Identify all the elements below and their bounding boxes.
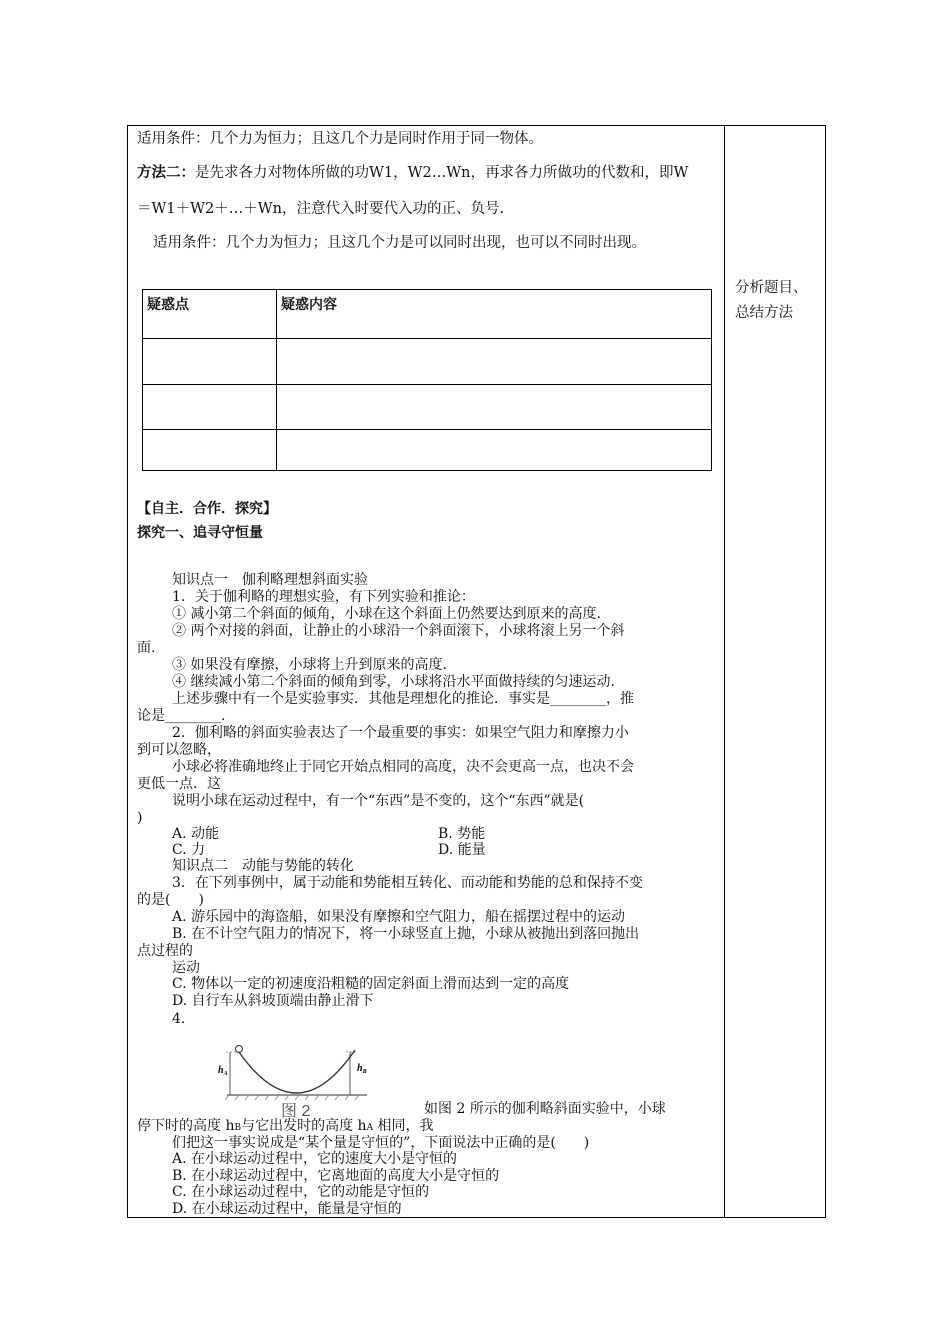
doubt-cell[interactable] (143, 384, 277, 429)
section-heading: 【自主．合作．探究】 (137, 501, 277, 517)
k2-q4a: 如图 2 所示的伽利略斜面实验中，小球 (424, 1101, 666, 1117)
ball (236, 1046, 243, 1053)
doubt-cell[interactable] (277, 429, 712, 470)
k1-q2d: 更低一点．这 (137, 776, 221, 792)
k1-q2c: 小球必将准确地终止于同它开始点相同的高度，决不会更高一点，也决不会 (172, 759, 634, 775)
doubt-cell[interactable] (143, 429, 277, 470)
doubt-table (142, 289, 712, 471)
k2-option-d: D. 自行车从斜坡顶端由静止滑下 (172, 993, 374, 1009)
method2-line1 (137, 164, 688, 182)
k1-q2e: 说明小球在运动过程中，有一个“东西”是不变的，这个“东西”就是( (172, 793, 585, 809)
k2-q3a: 3．在下列事例中，属于动能和势能相互转化、而动能和势能的总和保持不变 (172, 875, 643, 891)
sidebar-line-1: 分析题目、 (735, 280, 808, 296)
method2-label: 方法二： (137, 164, 195, 181)
k2-option-b3: 运动 (172, 960, 200, 976)
method2-condition: 适用条件：几个力为恒力；且这几个力是可以同时出现，也可以不同时出现。 (153, 235, 646, 251)
method1-condition: 适用条件：几个力为恒力；且这几个力是同时作用于同一物体。 (137, 131, 543, 147)
section-subheading: 探究一、追寻守恒量 (137, 525, 263, 541)
k1-option-b: B. 势能 (438, 826, 486, 842)
k2-q4-option-d: D. 在小球运动过程中，能量是守恒的 (172, 1201, 402, 1217)
k2-q3b: 的是( ) (137, 892, 204, 908)
k1-q2a: 2．伽利略的斜面实验表达了一个最重要的事实：如果空气阻力和摩擦力小 (172, 725, 629, 741)
k1-step4: ④ 继续减小第二个斜面的倾角到零，小球将沿水平面做持续的匀速运动. (172, 674, 615, 690)
k2-q4-option-c: C. 在小球运动过程中，它的动能是守恒的 (172, 1184, 430, 1200)
method2-text: 是先求各力对物体所做的功W1，W2…Wn，再求各力所做功的代数和，即W (195, 165, 689, 181)
k2-q4-option-b: B. 在小球运动过程中，它离地面的高度大小是守恒的 (172, 1168, 500, 1184)
k1-option-c: C. 力 (172, 842, 206, 858)
k2-option-b1: B. 在不计空气阻力的情况下，将一小球竖直上抛，小球从被抛出到落回抛出 (172, 926, 640, 942)
k1-step5b: 论是________. (137, 708, 226, 724)
figure-caption: 图 2 (281, 1103, 311, 1120)
doubt-cell[interactable] (143, 339, 277, 384)
doubt-cell[interactable] (277, 339, 712, 384)
method2-line2: ＝W1＋W2＋…＋Wn，注意代入时要代入功的正、负号. (137, 201, 505, 217)
k1-q2b: 到可以忽略， (137, 742, 221, 758)
k2-q4-number: 4. (172, 1011, 186, 1027)
hb-label: $h_B$ (357, 1063, 367, 1075)
k1-step3: ③ 如果没有摩擦，小球将上升到原来的高度. (172, 657, 447, 673)
k2-option-c: C. 物体以一定的初速度沿粗糙的固定斜面上滑而达到一定的高度 (172, 976, 570, 992)
k2-q4b: 停下时的高度 hB与它出发时的高度 hA 相同，我 (137, 1118, 434, 1134)
sidebar-note (735, 276, 817, 326)
doubt-header-content: 疑惑内容 (277, 290, 712, 339)
k1-option-d: D. 能量 (438, 842, 486, 858)
k2-q4-option-a: A. 在小球运动过程中，它的速度大小是守恒的 (172, 1151, 458, 1167)
k1-step2a: ② 两个对接的斜面，让静止的小球沿一个斜面滚下，小球将滚上另一个斜 (172, 623, 625, 639)
k2-title: 知识点二 动能与势能的转化 (172, 858, 354, 874)
k1-q1-intro: 1．关于伽利略的理想实验，有下列实验和推论： (172, 589, 475, 605)
k1-step1: ① 减小第二个斜面的倾角，小球在这个斜面上仍然要达到原来的高度. (172, 606, 601, 622)
k2-option-b2: 点过程的 (137, 943, 193, 959)
ground-hatching (225, 1095, 359, 1100)
k1-title: 知识点一 伽利略理想斜面实验 (172, 572, 368, 588)
track-curve (239, 1050, 355, 1093)
k2-q4c: 们把这一事实说成是“某个量是守恒的”，下面说法中正确的是( ) (172, 1135, 590, 1151)
k1-q2f: ) (137, 810, 143, 826)
k2-option-a: A. 游乐园中的海盗船，如果没有摩擦和空气阻力，船在摇摆过程中的运动 (172, 909, 626, 925)
k1-step2b: 面. (137, 640, 156, 656)
doubt-cell[interactable] (277, 384, 712, 429)
doubt-header-point: 疑惑点 (143, 290, 277, 339)
sidebar-line-2: 总结方法 (735, 305, 793, 321)
ha-label: $h_A$ (218, 1065, 228, 1077)
k1-step5a: 上述步骤中有一个是实验事实．其他是理想化的推论．事实是________，推 (172, 691, 634, 707)
k1-option-a: A. 动能 (172, 826, 220, 842)
column-divider (724, 125, 725, 1218)
figure-2-image (217, 1040, 377, 1120)
